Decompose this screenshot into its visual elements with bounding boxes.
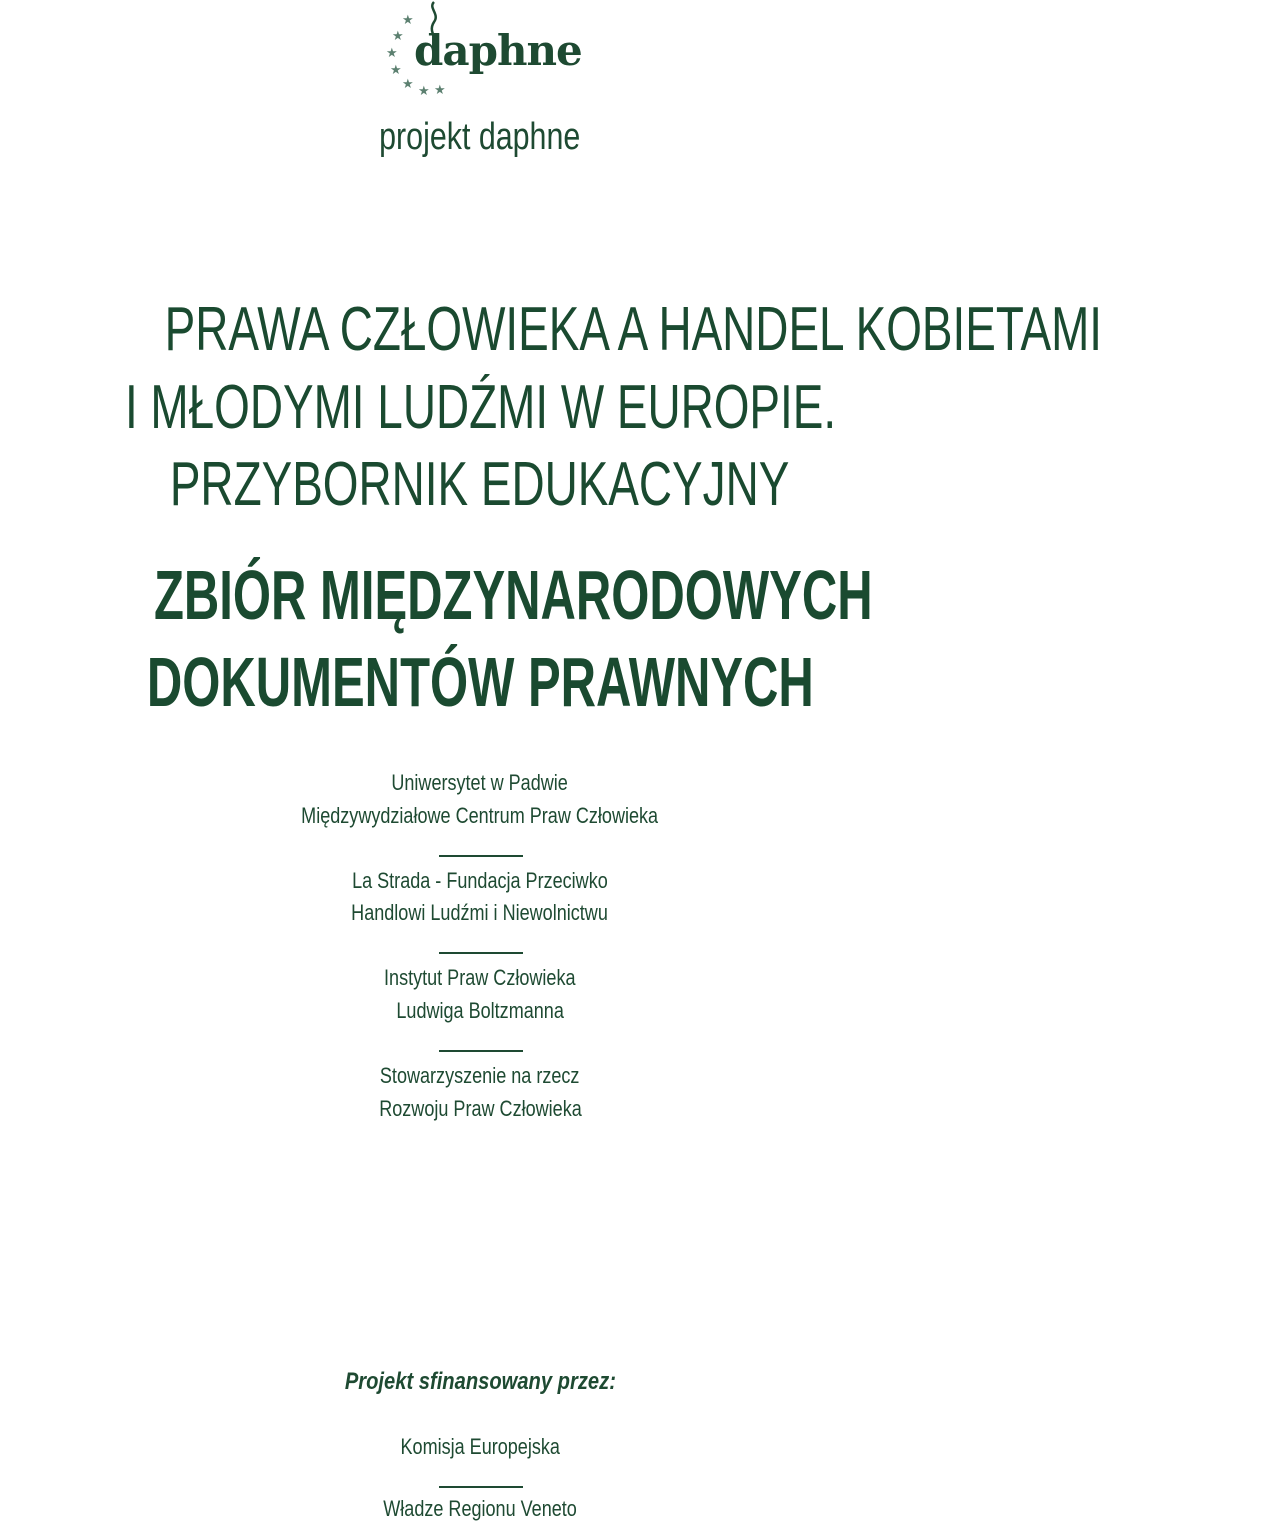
funder-2: Władze Regionu Veneto [383,1496,577,1521]
org-4-line-2: Rozwoju Praw Człowieka [378,1096,582,1121]
subtitle-line-2: DOKUMENTÓW PRAWNYCH [146,643,814,721]
divider [439,952,523,954]
divider [439,1486,523,1488]
org-1-line-2: Międzywydziałowe Centrum Praw Człowieka [301,803,659,828]
logo-wordmark: daphne [414,26,582,75]
daphne-logo: ★ ★ ★ ★ ★ ★ ★ daphne [380,0,590,100]
divider [439,1050,523,1052]
funder-1: Komisja Europejska [400,1434,560,1459]
title-line-1: PRAWA CZŁOWIEKA A HANDEL KOBIETAMI [164,295,1103,364]
org-3-line-1: Instytut Praw Człowieka [384,965,576,990]
org-3-line-2: Ludwiga Boltzmanna [396,998,564,1023]
subtitle-line-1: ZBIÓR MIĘDZYNARODOWYCH [153,556,873,634]
title-line-3: PRZYBORNIK EDUKACYJNY [170,450,790,519]
org-2-line-2: Handlowi Ludźmi i Niewolnictwu [351,900,609,925]
title-line-2: I MŁODYMI LUDŹMI W EUROPIE. [124,373,837,442]
org-2-line-1: La Strada - Fundacja Przeciwko [352,868,608,893]
divider [439,855,523,857]
project-name: projekt daphne [379,116,581,158]
org-4-line-1: Stowarzyszenie na rzecz [380,1063,580,1088]
funding-label: Projekt sfinansowany przez: [344,1368,616,1395]
org-1-line-1: Uniwersytet w Padwie [391,770,569,795]
